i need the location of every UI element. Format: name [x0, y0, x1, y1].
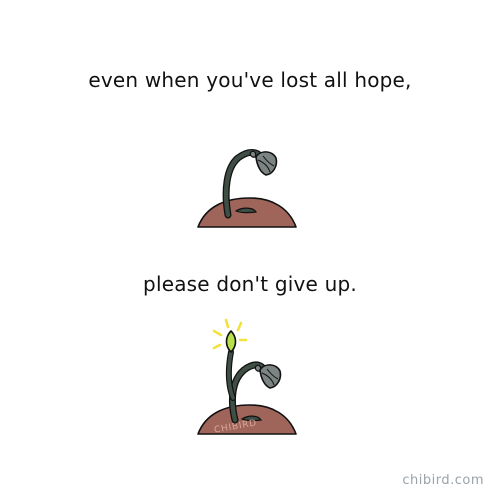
sprouting-plant-icon [198, 320, 296, 436]
caption-bottom: please don't give up. [143, 272, 357, 296]
glowing-bud-icon [226, 331, 235, 352]
wilted-sprout-icon [198, 151, 296, 227]
watermark: chibird.com [402, 473, 484, 488]
wilted-leaf-bottom [260, 365, 280, 388]
caption-top: even when you've lost all hope, [88, 68, 412, 92]
wilted-leaf-top [256, 152, 276, 175]
artist-signature: CHIBIRD [213, 418, 258, 436]
